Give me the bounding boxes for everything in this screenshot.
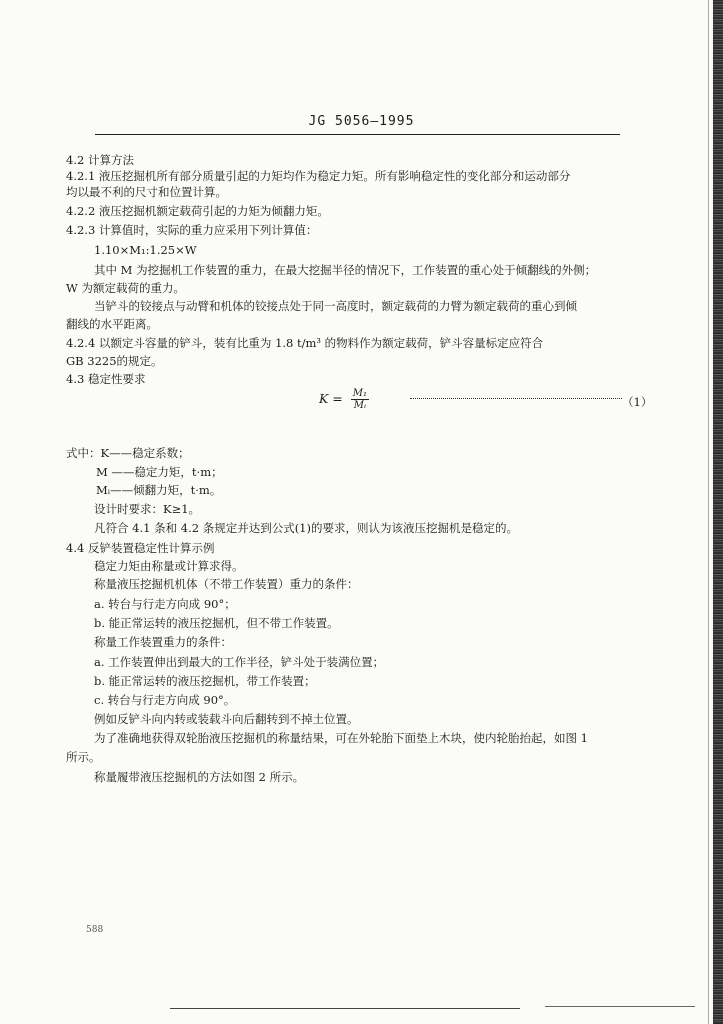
legend-k: 式中：K——稳定系数；: [66, 446, 190, 460]
scan-edge-line: [708, 0, 709, 1024]
example-note: 例如反铲斗向内转或装载斗向后翻转到不掉土位置。: [94, 712, 359, 726]
formula-leader-dots: [410, 398, 622, 399]
footer-rule: [170, 1008, 520, 1009]
stability-moment-note: 稳定力矩由称量或计算求得。: [94, 559, 244, 573]
standard-code-header: JG 5056—1995: [308, 114, 415, 129]
formula-fraction: [351, 388, 369, 411]
crawler-weighing-line: 称量履带液压挖掘机的方法如图 2 所示。: [94, 770, 305, 784]
footer-rule-right: [545, 1006, 695, 1007]
design-requirement: 设计时要求：K≥1。: [94, 502, 201, 516]
formula-numerator: M₁: [352, 388, 368, 399]
calc-values: 1.10×M₁:1.25×W: [94, 243, 197, 257]
clause-4-2-3: 4.2.3 计算值时，实际的重力应采用下列计算值：: [66, 223, 318, 237]
section-4-2-heading: 4.2 计算方法: [66, 153, 134, 167]
paragraph-line-2: 翻线的水平距离。: [66, 317, 158, 331]
attachment-condition-b: b. 能正常运转的液压挖掘机，带工作装置；: [94, 674, 316, 688]
attachment-condition-c: c. 转台与行走方向成 90°。: [94, 693, 236, 707]
clause-4-2-4: 4.2.4 以额定斗容量的铲斗，装有比重为 1.8 t/m³ 的物料作为额定载荷，铲斗容量标定应符合: [66, 336, 544, 350]
section-4-4-heading: 4.4 反铲装置稳定性计算示例: [66, 541, 215, 555]
clause-4-2-1-cont: 均以最不利的尺寸和位置计算。: [66, 185, 227, 199]
scan-edge: [713, 0, 723, 1024]
body-weighing-conditions: 称量液压挖掘机机体（不带工作装置）重力的条件：: [94, 577, 359, 591]
attachment-condition-a: a. 工作装置伸出到最大的工作半径，铲斗处于装满位置；: [94, 655, 385, 669]
page-number: 588: [86, 925, 104, 935]
explanation-line-2: W 为额定载荷的重力。: [66, 281, 185, 295]
legend-m: M ——稳定力矩，t·m；: [96, 465, 223, 479]
tyre-weighing-line-2: 所示。: [66, 750, 101, 764]
clause-4-2-4-cont: GB 3225的规定。: [66, 354, 163, 368]
conformity-statement: 凡符合 4.1 条和 4.2 条规定并达到公式(1)的要求，则认为该液压挖掘机是稳定的。: [94, 521, 518, 535]
attachment-weighing-conditions: 称量工作装置重力的条件：: [94, 635, 232, 649]
equation-number: （1）: [622, 395, 653, 409]
body-condition-b: b. 能正常运转的液压挖掘机，但不带工作装置。: [94, 616, 339, 630]
clause-4-2-1: 4.2.1 液压挖掘机所有部分质量引起的力矩均作为稳定力矩。所有影响稳定性的变化部分和运动部分: [66, 169, 571, 183]
stability-formula: [319, 388, 369, 411]
legend-mi: Mᵢ——倾翻力矩，t·m。: [96, 483, 222, 497]
tyre-weighing-line-1: 为了准确地获得双轮胎液压挖掘机的称量结果，可在外轮胎下面垫上木块，使内轮胎抬起，如图 1: [94, 731, 588, 745]
formula-lhs: K =: [319, 391, 343, 406]
paragraph-line-1: 当铲斗的铰接点与动臂和机体的铰接点处于同一高度时，额定载荷的力臂为额定载荷的重心到倾: [94, 299, 577, 313]
formula-denominator: Mᵢ: [353, 400, 367, 411]
section-4-3-heading: 4.3 稳定性要求: [66, 372, 146, 386]
explanation-line-1: 其中 M 为挖掘机工作装置的重力，在最大挖掘半径的情况下，工作装置的重心处于倾翻线的外侧；: [94, 263, 597, 277]
body-condition-a: a. 转台与行走方向成 90°；: [94, 597, 236, 611]
clause-4-2-2: 4.2.2 液压挖掘机额定载荷引起的力矩为倾翻力矩。: [66, 204, 329, 218]
header-rule: [95, 134, 620, 135]
